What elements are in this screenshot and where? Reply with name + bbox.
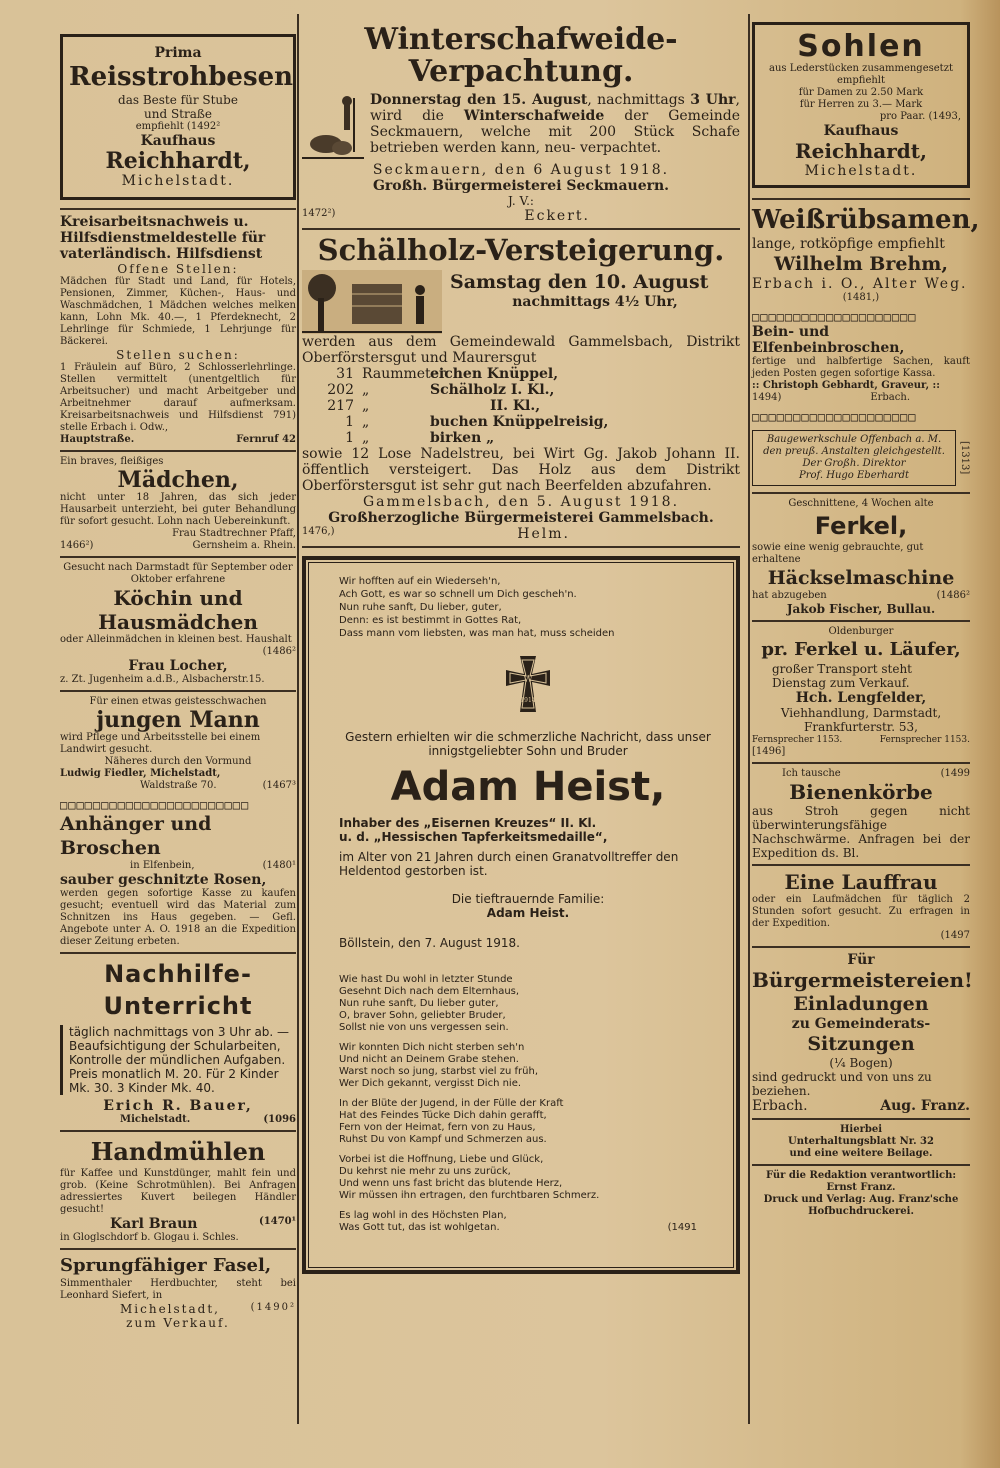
imprint-text: Für die Redaktion verantwortlich: <box>765 1170 957 1181</box>
ad-koechin <box>60 562 296 686</box>
imprint-text: Ernst Franz. <box>826 1182 896 1193</box>
ad-text: , wird die <box>370 92 740 124</box>
ad-text: Reichhardt, <box>105 148 251 174</box>
obituary-award: u. d. „Hessischen Tapferkeitsmedaille“, <box>339 830 608 844</box>
ad-text: (1480¹ <box>262 860 296 871</box>
ad-text: z. Zt. Jugenheim a.d.B., Alsbacherstr.15. <box>60 674 265 685</box>
poem-line: Ach Gott, es war so schnell um Dich gescheh'n. <box>339 589 577 600</box>
ad-kreisarbeitsnachweis <box>60 214 296 446</box>
ad-text: (1481,) <box>842 292 880 303</box>
ad-text: 1472²) <box>302 208 336 219</box>
ad-baugewerkschule <box>752 430 970 486</box>
ad-text: Hauptstraße. <box>60 434 135 445</box>
ad-text: Für einen etwas geistesschwachen <box>89 696 267 707</box>
ad-number: [1496] <box>752 746 786 757</box>
list-item: 1 „ buchen Knüppelreisig, <box>345 414 609 430</box>
divider <box>752 762 970 764</box>
divider <box>752 946 970 948</box>
ad-text: :: Christoph Gebhardt, Graveur, :: <box>752 380 940 391</box>
ad-text: großer Transport steht <box>772 662 913 676</box>
ad-text: sauber geschnitzte Rosen, <box>60 872 267 888</box>
ad-headline: Eine Lauffrau <box>784 870 938 894</box>
obituary-family-name: Adam Heist. <box>486 906 570 920</box>
divider <box>60 1130 296 1132</box>
ad-text: (1499 <box>940 768 970 779</box>
ad-ferkel <box>752 498 970 616</box>
divider <box>60 208 296 210</box>
ad-text: Ich tausche <box>782 768 841 779</box>
ad-text: für Kaffee und Kunstdünger, mahlt fein und grob. (Keine Schrotmühlen). Bei Anfragen adressiertes Kuvert beilegen Händler gesucht! <box>60 1168 296 1215</box>
ad-text: fertige und halbfertige Sachen, kauft jeden Posten gegen sofortige Kassa. <box>752 356 970 379</box>
iron-cross-icon <box>496 652 560 716</box>
ad-headline: Weißrübsamen, <box>752 205 980 235</box>
poem-line: Was Gott tut, das ist wohlgetan. <box>339 1222 500 1233</box>
poem-stanza <box>339 974 717 1034</box>
ad-headline: Köchin und Hausmädchen <box>98 586 258 634</box>
ad-anhaenger <box>60 812 296 948</box>
ad-text: pro Paar. (1493, <box>879 111 961 122</box>
divider <box>60 952 296 954</box>
ad-headline: Handmühlen <box>90 1137 266 1166</box>
ad-text: Fernruf 42 <box>236 434 296 445</box>
ad-text: 1494) <box>752 392 782 403</box>
ad-text: Sitzungen <box>807 1033 915 1055</box>
ad-text: aus Lederstücken zusammengesetzt empfiehlt <box>769 63 953 86</box>
divider <box>752 620 970 622</box>
ad-text: Michelstadt. <box>121 173 235 189</box>
ad-text: der Gemeinde Seckmauern, welche mit 200 Stück Schafe betrieben werden kann, neu- verpachtet. <box>370 108 740 156</box>
ad-text: lange, rotköpfige empfiehlt <box>752 236 945 252</box>
ad-text: 1466²) <box>60 540 94 551</box>
ad-text: Michelstadt. <box>120 1114 191 1125</box>
poem-line: Nun ruhe sanft, Du lieber, guter, <box>339 602 502 613</box>
obituary-adam-heist <box>308 562 734 1268</box>
ad-handmuehlen <box>60 1136 296 1244</box>
ad-text: nachmittags 4½ Uhr, <box>512 294 678 310</box>
left-column <box>60 14 296 1330</box>
ad-text: in Elfenbein, <box>130 860 195 871</box>
ad-headline: Hilfsdienstmeldestelle für <box>60 230 266 246</box>
ad-bienenkoerbe <box>752 768 970 860</box>
ad-text: Frankfurterstr. 53, <box>804 720 918 734</box>
ad-text: Frau Locher, <box>128 658 228 674</box>
cross-letter: W <box>523 675 533 685</box>
ad-text: Samstag den 10. August <box>450 271 709 293</box>
ad-text: Erbach i. O., Alter Weg. <box>752 276 968 292</box>
ad-text: Großherzogliche Bürgermeisterei Gammelsbach. <box>328 510 714 526</box>
list-item: 217 „ II. Kl., <box>327 398 541 414</box>
ad-text: Der Großh. Direktor <box>802 458 906 469</box>
ad-text: Michelstadt, <box>120 1302 220 1316</box>
ad-nachhilfe <box>60 958 296 1126</box>
ad-headline: Unterricht <box>103 992 253 1020</box>
ad-text: Erbach. <box>870 392 910 403</box>
ad-subheading: Stellen suchen: <box>116 348 240 362</box>
ad-text: Gernsheim a. Rhein. <box>192 540 296 551</box>
ad-text: aus Stroh gegen nicht überwinterungsfähige Nachschwärme. Anfragen bei der Expedition ds. Bl. <box>752 804 970 860</box>
poem-line: O, braver Sohn, geliebter Bruder, <box>339 1010 506 1021</box>
poem-line: Warst noch so jung, starbst viel zu früh, <box>339 1066 539 1077</box>
decorative-border: □□□□□□□□□□□□□□□□□□□□ <box>752 410 917 424</box>
notice-text: und eine weitere Beilage. <box>789 1148 933 1159</box>
ad-text: sowie 12 Lose Nadelstreu, bei Wirt Gg. Jakob Johann II. öffentlich versteigert. Das Holz aus dem Distrikt Oberförstersgut ist sehr gut nach Beerfelden abzufahren. <box>302 446 740 494</box>
ad-buergermeistereien <box>752 952 973 1114</box>
ad-text: Prof. Hugo Eberhardt <box>799 470 909 481</box>
ad-text: 1476,) <box>302 526 335 537</box>
imprint <box>752 1170 970 1218</box>
divider <box>752 864 970 866</box>
ad-text: Fernsprecher 1153. <box>879 735 970 745</box>
ad-text: Simmenthaler Herdbuchter, steht bei Leonhard Siefert, in <box>60 1278 296 1301</box>
ad-text: empfiehlt (1492² <box>135 121 221 132</box>
divider <box>60 556 296 558</box>
obituary-intro: Gestern erhielten wir die schmerzliche Nachricht, dass unser innigstgeliebter Sohn und Bruder <box>345 730 711 758</box>
obituary-poem-top <box>339 575 717 640</box>
ad-text: Erbach. <box>752 1098 808 1114</box>
obituary-place-date: Böllstein, den 7. August 1918. <box>339 936 520 950</box>
poem-stanza <box>339 1210 717 1234</box>
divider <box>60 450 296 452</box>
ad-text: Waldstraße 70. <box>140 780 217 791</box>
ad-sohlen <box>752 22 970 188</box>
ad-jungen-mann <box>60 696 296 792</box>
list-item: 31 Raummeter eichen Knüppel, <box>336 366 559 382</box>
ad-text: Dienstag zum Verkauf. <box>772 676 910 690</box>
poem-stanza <box>339 1042 717 1090</box>
ad-text: 1 Fräulein auf Büro, 2 Schlosserlehrlinge. Stellen vermittelt (unentgeltlich für Arbeitsucher) und macht Arbeitgeber und Arbeitnehmer darauf aufmerksam. Kreisarbeitsnachweis und Hilfsdienst 791) stelle Erbach i. Odw., <box>60 362 296 433</box>
ad-headline: Sohlen <box>797 29 925 64</box>
ad-text: Hch. Lengfelder, <box>795 690 927 706</box>
poem-line: Sollst nie von uns vergessen sein. <box>339 1022 509 1033</box>
ad-text: Winterschafweide <box>463 108 605 124</box>
ad-text: den preuß. Anstalten gleichgestellt. <box>763 446 945 457</box>
ad-text: (¼ Bogen) <box>829 1056 893 1070</box>
ad-text: werden aus dem Gemeindewald Gammelsbach, Distrikt Oberförstersgut und Maurersgut <box>302 334 740 366</box>
ad-text: (1467³ <box>262 780 296 791</box>
ad-text: Michelstadt. <box>804 163 918 179</box>
ad-text: J. V.: <box>508 194 534 208</box>
ad-text: Wilhelm Brehm, <box>774 253 948 275</box>
ad-text: für Damen zu 2.50 Mark <box>798 87 924 98</box>
poem-line: Hat des Feindes Tücke Dich dahin gerafft, <box>339 1110 547 1121</box>
column-rule-right <box>748 14 750 1424</box>
ad-text: Oldenburger <box>828 626 894 637</box>
ad-headline: pr. Ferkel u. Läufer, <box>761 639 961 660</box>
ad-text: 3 Uhr <box>690 92 736 108</box>
obituary-award: Inhaber des „Eisernen Kreuzes“ II. Kl. <box>339 816 597 830</box>
poem-line: In der Blüte der Jugend, in der Fülle der Kraft <box>339 1098 564 1109</box>
ad-text: Erich R. Bauer, <box>103 1098 253 1114</box>
ad-oldenburger <box>752 626 970 758</box>
ad-reisstrohbesen <box>60 34 296 200</box>
ad-text: sind gedruckt und von uns zu beziehen. <box>752 1070 932 1098</box>
poem-line: Du kehrst nie mehr zu uns zurück, <box>339 1166 511 1177</box>
ad-text: Geschnittene, 4 Wochen alte <box>788 498 934 509</box>
ad-text: Großh. Bürgermeisterei Seckmauern. <box>372 178 670 194</box>
ad-text: Reichhardt, <box>795 139 927 163</box>
ad-text: Gesucht nach Darmstadt für September oder Oktober erfahrene <box>63 562 293 585</box>
ad-text: wird Pflege und Arbeitsstelle bei einem Landwirt gesucht. <box>60 732 261 755</box>
notice-text: Unterhaltungsblatt Nr. 32 <box>788 1136 934 1147</box>
ad-text: und Straße <box>143 107 212 121</box>
poem-line: Fern von der Heimat, fern von zu Haus, <box>339 1122 536 1133</box>
ad-text: Einladungen <box>793 993 929 1015</box>
ad-headline: Winterschafweide- <box>364 22 678 57</box>
ad-text: zu Gemeinderats- <box>791 1016 931 1032</box>
ad-text: Frau Stadtrechner Pfaff, <box>172 528 296 539</box>
obituary-frame <box>302 556 740 1274</box>
list-item: 1 „ birken „ <box>345 430 495 446</box>
shepherd-illustration <box>302 92 364 162</box>
ad-text: Karl Braun <box>110 1216 198 1232</box>
ad-text: oder ein Laufmädchen für täglich 2 Stunden sofort gesucht. Zu erfragen in der Expedition. <box>752 894 970 929</box>
ad-headline: Anhänger und Broschen <box>60 813 212 859</box>
poem-line: Und nicht an Deinem Grabe stehen. <box>339 1054 519 1065</box>
ad-schaelholz <box>302 234 740 542</box>
ad-text: Fernsprecher 1153. <box>752 735 843 745</box>
imprint-text: Hofbuchdruckerei. <box>808 1206 914 1217</box>
ad-text: Kaufhaus <box>140 133 216 149</box>
ad-text: Mädchen für Stadt und Land, für Hotels, Pensionen, Zimmer, Küchen-, Haus- und Waschmädchen, 1 Mädchen welches melken kann, Lohn Mk. 40.—, 1 Pferdeknecht, 2 Lehrlinge für Schmiede, 1 Lehrjunge für Bäckerei. <box>60 276 296 347</box>
ad-text: Häckselmaschine <box>767 567 955 589</box>
ad-text: Aug. Franz. <box>880 1098 970 1114</box>
ad-text: Ein braves, fleißiges <box>60 456 164 467</box>
ad-text: Für <box>847 952 875 968</box>
notice-beilage <box>752 1124 970 1160</box>
obituary-poem-bottom <box>339 974 717 1234</box>
divider <box>752 1164 970 1166</box>
divider <box>752 492 970 494</box>
ad-text: Seckmauern, den 6 August 1918. <box>372 162 670 178</box>
ad-headline: Bürgermeistereien! <box>752 968 973 992</box>
cross-year: 1914 <box>520 697 536 704</box>
ad-lauffrau <box>752 870 970 942</box>
divider <box>60 1248 296 1250</box>
right-column <box>752 14 980 1218</box>
ad-text: Helm. <box>517 526 570 542</box>
ad-text: Gammelsbach, den 5. August 1918. <box>362 494 680 510</box>
divider <box>752 198 970 200</box>
ad-text: für Herren zu 3.— Mark <box>799 99 923 110</box>
ad-text: werden gegen sofortige Kasse zu kaufen gesucht; eventuell wird das Material zum Schnitzen ins Haus gegeben. — Gefl. Angebote unter A. O. 1918 an die Expedition dieser Zeitung erbeten. <box>60 888 296 947</box>
ad-text: Baugewerkschule Offenbach a. M. <box>766 434 942 445</box>
ad-number: (1491 <box>667 1222 697 1233</box>
ad-text: Ludwig Fiedler, Michelstadt, <box>60 768 221 779</box>
ad-maedchen <box>60 456 296 552</box>
ad-text: oder Alleinmädchen in kleinen best. Haushalt <box>60 634 292 645</box>
ad-number: [1313] <box>959 441 970 475</box>
ad-text: (1486² <box>262 646 296 657</box>
ad-headline: Reisstrohbesen <box>69 62 294 92</box>
ad-headline: Schälholz-Versteigerung. <box>317 233 725 267</box>
woodcutters-illustration <box>302 270 442 334</box>
ad-text: (1497 <box>940 930 970 941</box>
ad-text: Eckert. <box>524 208 590 224</box>
ad-headline: Ferkel, <box>814 512 908 540</box>
poem-line: Es lag wohl in des Höchsten Plan, <box>339 1210 507 1221</box>
poem-line: Denn: es ist bestimmt in Gottes Rat, <box>339 615 522 626</box>
poem-line: Wir hofften auf ein Wiederseh'n, <box>339 576 501 587</box>
ad-bein-elfenbein <box>752 324 970 404</box>
imprint-text: Druck und Verlag: Aug. Franz'sche <box>763 1194 959 1205</box>
ad-winterschafweide <box>302 24 740 224</box>
poem-line: Nun ruhe sanft, Du lieber guter, <box>339 998 499 1009</box>
poem-line: Wie hast Du wohl in letzter Stunde <box>339 974 513 985</box>
poem-line: Gesehnt Dich nach dem Elternhaus, <box>339 986 520 997</box>
poem-line: Und wenn uns fast bricht das blutende Herz, <box>339 1178 563 1189</box>
ad-text: hat abzugeben <box>752 590 827 601</box>
poem-line: Wer Dich gekannt, vergisst Dich nie. <box>339 1078 522 1089</box>
poem-line: Vorbei ist die Hoffnung, Liebe und Glück, <box>339 1154 544 1165</box>
ad-headline: Bein- und Elfenbeinbroschen, <box>752 324 905 356</box>
ad-text: in Gloglschdorf b. Glogau i. Schles. <box>60 1232 239 1243</box>
ad-text: (1486² <box>936 590 970 601</box>
poem-line: Dass mann vom liebsten, was man hat, muss scheiden <box>339 628 615 639</box>
ad-weissruebsamen <box>752 204 980 304</box>
obituary-family-label: Die tieftrauernde Familie: <box>451 892 605 906</box>
ad-text: Jakob Fischer, Bullau. <box>786 602 936 616</box>
divider <box>302 228 740 230</box>
ad-headline: Sprungfähiger Fasel, <box>60 1255 272 1276</box>
ad-text: Donnerstag den 15. August <box>370 92 588 108</box>
ad-text: (1470¹ <box>259 1216 296 1227</box>
ad-text: Kaufhaus <box>823 123 899 139</box>
divider <box>302 546 740 548</box>
poem-line: Ruhst Du von Kampf und Schmerzen aus. <box>339 1134 547 1145</box>
ad-text: zum Verkauf. <box>126 1316 230 1330</box>
ad-text: Viehhandlung, Darmstadt, <box>780 706 942 720</box>
poem-stanza <box>339 1098 717 1146</box>
ad-text: , nachmittags <box>587 92 691 108</box>
decorative-border: □□□□□□□□□□□□□□□□□□□□ <box>752 310 917 324</box>
ad-headline: vaterländisch. Hilfsdienst <box>60 246 263 262</box>
ad-text: das Beste für Stube <box>118 93 238 107</box>
ad-text: täglich nachmittags von 3 Uhr ab. — Beaufsichtigung der Schularbeiten, Kontrolle der mündlichen Aufgaben. Preis monatlich M. 20. Für 2 Kinder Mk. 30. 3 Kinder Mk. 40. <box>60 1025 296 1095</box>
ad-fasel <box>60 1254 296 1330</box>
ad-text: Prima <box>154 45 202 61</box>
ad-headline: Bienenkörbe <box>789 780 933 804</box>
ad-text: (1096 <box>263 1114 296 1125</box>
poem-line: Wir müssen ihn ertragen, den furchtbaren Schmerz. <box>339 1190 600 1201</box>
ad-headline: Nachhilfe- <box>104 960 252 988</box>
obituary-text: im Alter von 21 Jahren durch einen Granatvolltreffer den Heldentod gestorben ist. <box>339 850 679 878</box>
obituary-name: Adam Heist, <box>390 764 666 810</box>
ad-text: sowie eine wenig gebrauchte, gut erhaltene <box>752 542 924 565</box>
poem-stanza <box>339 1154 717 1202</box>
notice-text: Hierbei <box>839 1124 883 1135</box>
divider <box>752 1118 970 1120</box>
middle-column <box>296 14 746 1274</box>
ad-subheading: Offene Stellen: <box>117 262 239 276</box>
ad-headline: Mädchen, <box>117 467 239 493</box>
ad-headline: jungen Mann <box>96 707 260 733</box>
ad-text: Näheres durch den Vormund <box>104 756 252 767</box>
decorative-border: □□□□□□□□□□□□□□□□□□□□□□□ <box>60 798 250 812</box>
timber-list <box>302 366 740 446</box>
ad-headline: Kreisarbeitsnachweis u. <box>60 214 249 230</box>
ad-headline: Verpachtung. <box>408 54 634 89</box>
poem-line: Wir konnten Dich nicht sterben seh'n <box>339 1042 525 1053</box>
list-item: 202 „ Schälholz I. Kl., <box>327 382 555 398</box>
divider <box>60 690 296 692</box>
ad-text: (1490² <box>250 1302 296 1313</box>
ad-text: nicht unter 18 Jahren, das sich jeder Hausarbeit unterzieht, bei guter Behandlung für sofort gesucht. Lohn nach Uebereinkunft. <box>60 492 296 527</box>
